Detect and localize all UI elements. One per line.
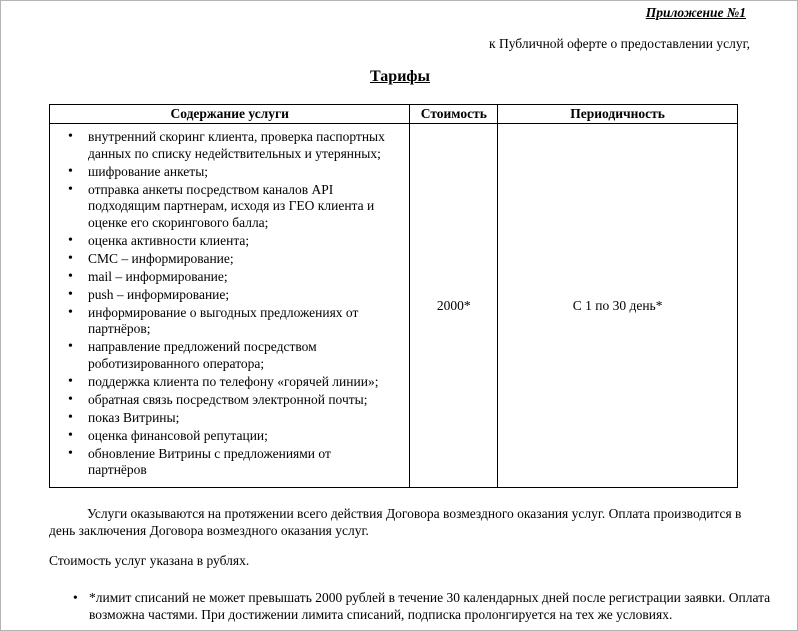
table-header-row bbox=[50, 105, 738, 124]
footnote-item: • *лимит списаний не может превышать 2000 рублей в течение 30 календарных дней после регистрации заявки. Оплата возможна частями. При достижении лимита списаний, подписка пролонгируется на тех же условиях. bbox=[89, 589, 795, 623]
offer-subtitle: к Публичной оферте о предоставлении услуг, bbox=[489, 36, 750, 51]
list-item: • информирование о выгодных предложениях от партнёров; bbox=[88, 305, 409, 338]
list-item: • внутренний скоринг клиента, проверка паспортных данных по списку недействительных и утерянных; bbox=[88, 129, 409, 162]
list-item: • обновление Витрины с предложениями от партнёров bbox=[88, 446, 409, 479]
services-cell bbox=[50, 124, 410, 488]
tariffs-table bbox=[49, 104, 738, 488]
list-item: • отправка анкеты посредством каналов API подходящим партнерам, исходя из ГЕО клиента и оценке его скорингового балла; bbox=[88, 182, 409, 232]
column-header-cost: Стоимость bbox=[410, 105, 498, 124]
list-item: • mail – информирование; bbox=[88, 269, 409, 286]
list-item: • СМС – информирование; bbox=[88, 251, 409, 268]
appendix-label: Приложение №1 bbox=[645, 5, 746, 20]
list-item: • показ Витрины; bbox=[88, 410, 409, 427]
list-item: • шифрование анкеты; bbox=[88, 164, 409, 181]
list-item: • поддержка клиента по телефону «горячей линии»; bbox=[88, 374, 409, 391]
table-row bbox=[50, 124, 738, 488]
list-item: • оценка финансовой репутации; bbox=[88, 428, 409, 445]
column-header-service: Содержание услуги bbox=[50, 105, 410, 124]
cost-cell: 2000* bbox=[410, 124, 498, 488]
footnote-list bbox=[49, 589, 795, 623]
services-list bbox=[50, 129, 409, 479]
list-item: • оценка активности клиента; bbox=[88, 233, 409, 250]
list-item: • направление предложений посредством роботизированного оператора; bbox=[88, 339, 409, 372]
currency-paragraph: Стоимость услуг указана в рублях. bbox=[49, 553, 250, 568]
page-title: Тарифы bbox=[370, 68, 430, 85]
list-item: • обратная связь посредством электронной почты; bbox=[88, 392, 409, 409]
payment-paragraph: Услуги оказываются на протяжении всего действия Договора возмездного оказания услуг. Оплата производится в день заключения Договора возмездного оказания услуг. bbox=[49, 506, 742, 538]
list-item: • push – информирование; bbox=[88, 287, 409, 304]
period-cell: С 1 по 30 день* bbox=[498, 124, 738, 488]
column-header-period: Периодичность bbox=[498, 105, 738, 124]
